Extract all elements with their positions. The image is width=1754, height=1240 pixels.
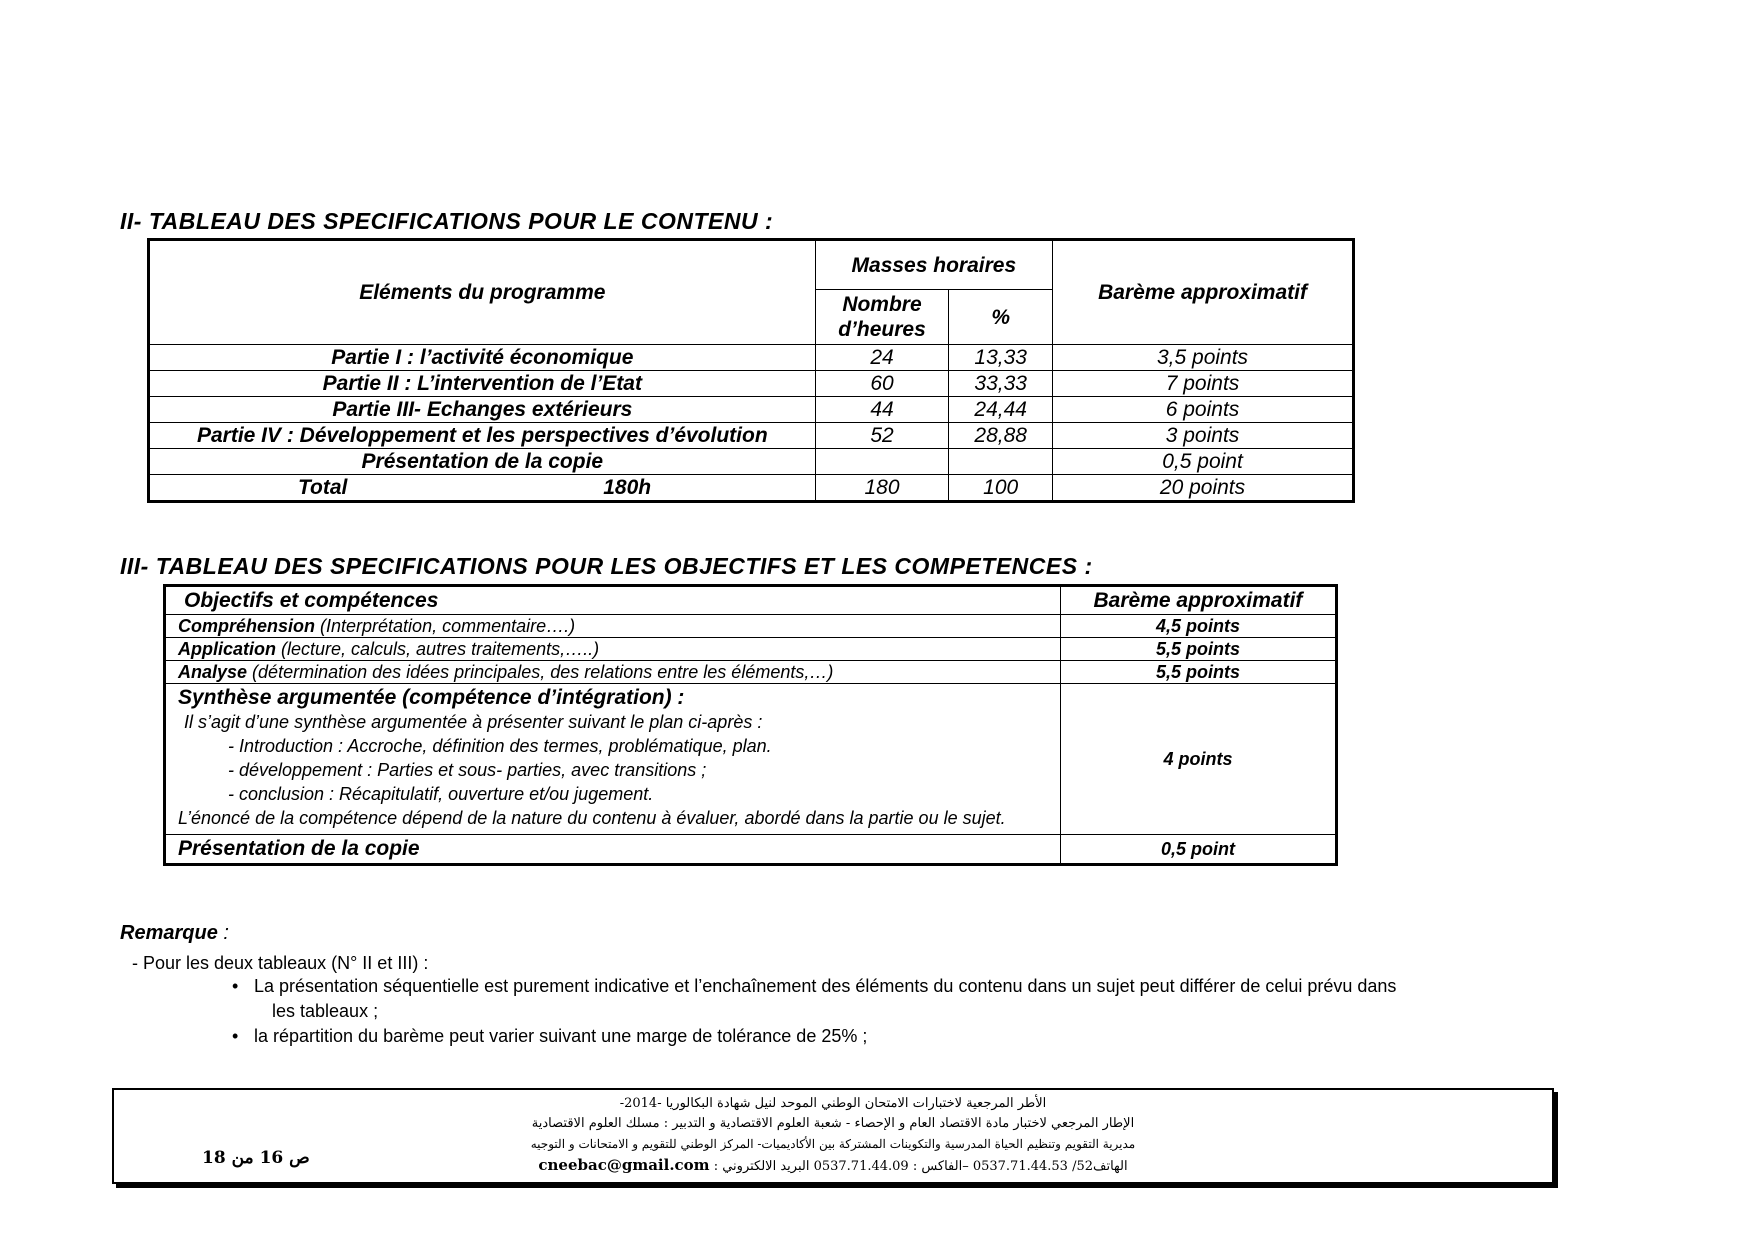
row-bareme: 0,5 point [1053,449,1354,475]
synthese-item: - développement : Parties et sous- parties, avec transitions ; [228,760,707,780]
remark-line: - Pour les deux tableaux (N° II et III) : [132,953,429,973]
remark-label: Remarque [120,922,218,944]
table-row [149,397,1354,423]
total-pct: 100 [949,475,1053,502]
objective-points: 4,5 points [1060,615,1336,638]
objective-points: 5,5 points [1060,661,1336,684]
bullet-icon: • [232,1026,239,1046]
section3-title: III- TABLEAU DES SPECIFICATIONS POUR LES OBJECTIFS ET LES COMPETENCES : [120,553,1093,579]
row-label: Partie IV : Développement et les perspectives d’évolution [149,423,816,449]
objective-cell [165,638,1061,661]
list-item [232,1024,1612,1049]
header-elements: Eléments du programme [149,240,816,345]
table-row [165,661,1337,684]
presentation-label: Présentation de la copie [165,835,1061,865]
synthese-cell [165,684,1061,835]
presentation-points: 0,5 point [1060,835,1336,865]
bullet-icon: • [232,976,239,996]
row-hours: 60 [815,371,949,397]
row-pct: 33,33 [949,371,1053,397]
footer-line2: الإطار المرجعي لاختبار مادة الاقتصاد العام و الإحصاء - شعبة العلوم الاقتصادية و التدبير : مسلك العلوم الاقتصادية [531,1116,1135,1131]
table-row [149,371,1354,397]
row-bareme: 3 points [1053,423,1354,449]
header-pct: % [949,290,1053,345]
footer-contact-text: الهاتف52/ 0537.71.44.53 –الفاكس : 0537.71.44.09 البريد الالكتروني : [709,1159,1128,1174]
objective-desc: (détermination des idées principales, des relations entre les éléments,…) [247,662,834,682]
bullet-text: La présentation séquentielle est purement indicative et l’enchaînement des éléments du contenu dans un sujet peut différer de celui prévu dans [254,976,1397,996]
objective-desc: (lecture, calculs, autres traitements,…..) [276,639,600,659]
total-label: Total [298,476,348,499]
total-row [149,475,1354,502]
footer-line3: مديرية التقويم وتنظيم الحياة المدرسية والتكوينات المشتركة بين الأكاديميات- المركز الوطني للتقويم و الامتحانات و التوجيه [530,1137,1136,1151]
row-bareme: 7 points [1053,371,1354,397]
page-footer [112,1088,1554,1184]
row-pct: 13,33 [949,345,1053,371]
header-objectifs: Objectifs et compétences [165,586,1061,615]
bullet-text: la répartition du barème peut varier suivant une marge de tolérance de 25% ; [254,1026,868,1046]
row-label: Partie II : L’intervention de l’Etat [149,371,816,397]
header-nombre: Nombre d’heures [815,290,949,345]
synthese-points: 4 points [1060,684,1336,835]
objective-points: 5,5 points [1060,638,1336,661]
remark-bullets [232,974,1612,1049]
row-hours [815,449,949,475]
remark-title [120,922,229,945]
header-masses: Masses horaires [815,240,1052,290]
row-label: Partie III- Echanges extérieurs [149,397,816,423]
remark-colon: : [217,922,229,944]
row-pct [949,449,1053,475]
objectives-specification-table [163,584,1338,866]
presentation-row [165,835,1337,865]
row-label: Partie I : l’activité économique [149,345,816,371]
objective-name: Analyse [178,662,248,682]
row-pct: 28,88 [949,423,1053,449]
objective-desc: (Interprétation, commentaire….) [315,616,576,636]
objective-cell [165,661,1061,684]
row-hours: 52 [815,423,949,449]
row-bareme: 6 points [1053,397,1354,423]
table-row [165,615,1337,638]
total-hours: 180 [815,475,949,502]
header-bareme2: Barème approximatif [1060,586,1336,615]
total-hours-label: 180h [603,476,652,499]
objective-cell [165,615,1061,638]
synthese-item: - conclusion : Récapitulatif, ouverture et/ou jugement. [228,784,654,804]
objective-name: Compréhension [178,616,316,636]
row-bareme: 3,5 points [1053,345,1354,371]
footer-line1: الأطر المرجعية لاختبارات الامتحان الوطني الموحد لنيل شهادة البكالوريا -2014- [619,1096,1047,1111]
page-number: ص 16 من 18 [202,1148,310,1168]
objective-name: Application [178,639,276,659]
header-bareme: Barème approximatif [1053,240,1354,345]
synthese-intro: Il s’agit d’une synthèse argumentée à présenter suivant le plan ci-après : [184,712,763,732]
synthese-note: L’énoncé de la compétence dépend de la nature du contenu à évaluer, abordé dans la partie ou le sujet. [178,808,1006,828]
synthese-title: Synthèse argumentée (compétence d’intégration) : [178,686,685,709]
footer-contact [114,1156,1552,1174]
content-specification-table [147,238,1355,503]
footer-email: cneebac@gmail.com [538,1156,710,1174]
total-bareme: 20 points [1053,475,1354,502]
row-pct: 24,44 [949,397,1053,423]
row-hours: 24 [815,345,949,371]
table-row [149,345,1354,371]
synthese-row [165,684,1337,835]
section2-title: II- TABLEAU DES SPECIFICATIONS POUR LE CONTENU : [120,208,774,234]
total-label-cell [149,475,816,502]
row-hours: 44 [815,397,949,423]
synthese-item: - Introduction : Accroche, définition des termes, problématique, plan. [228,736,772,756]
table-row [149,449,1354,475]
row-label: Présentation de la copie [149,449,816,475]
table-row [165,638,1337,661]
list-item [232,974,1612,1024]
bullet-continuation: les tableaux ; [272,1001,379,1021]
table-row [149,423,1354,449]
